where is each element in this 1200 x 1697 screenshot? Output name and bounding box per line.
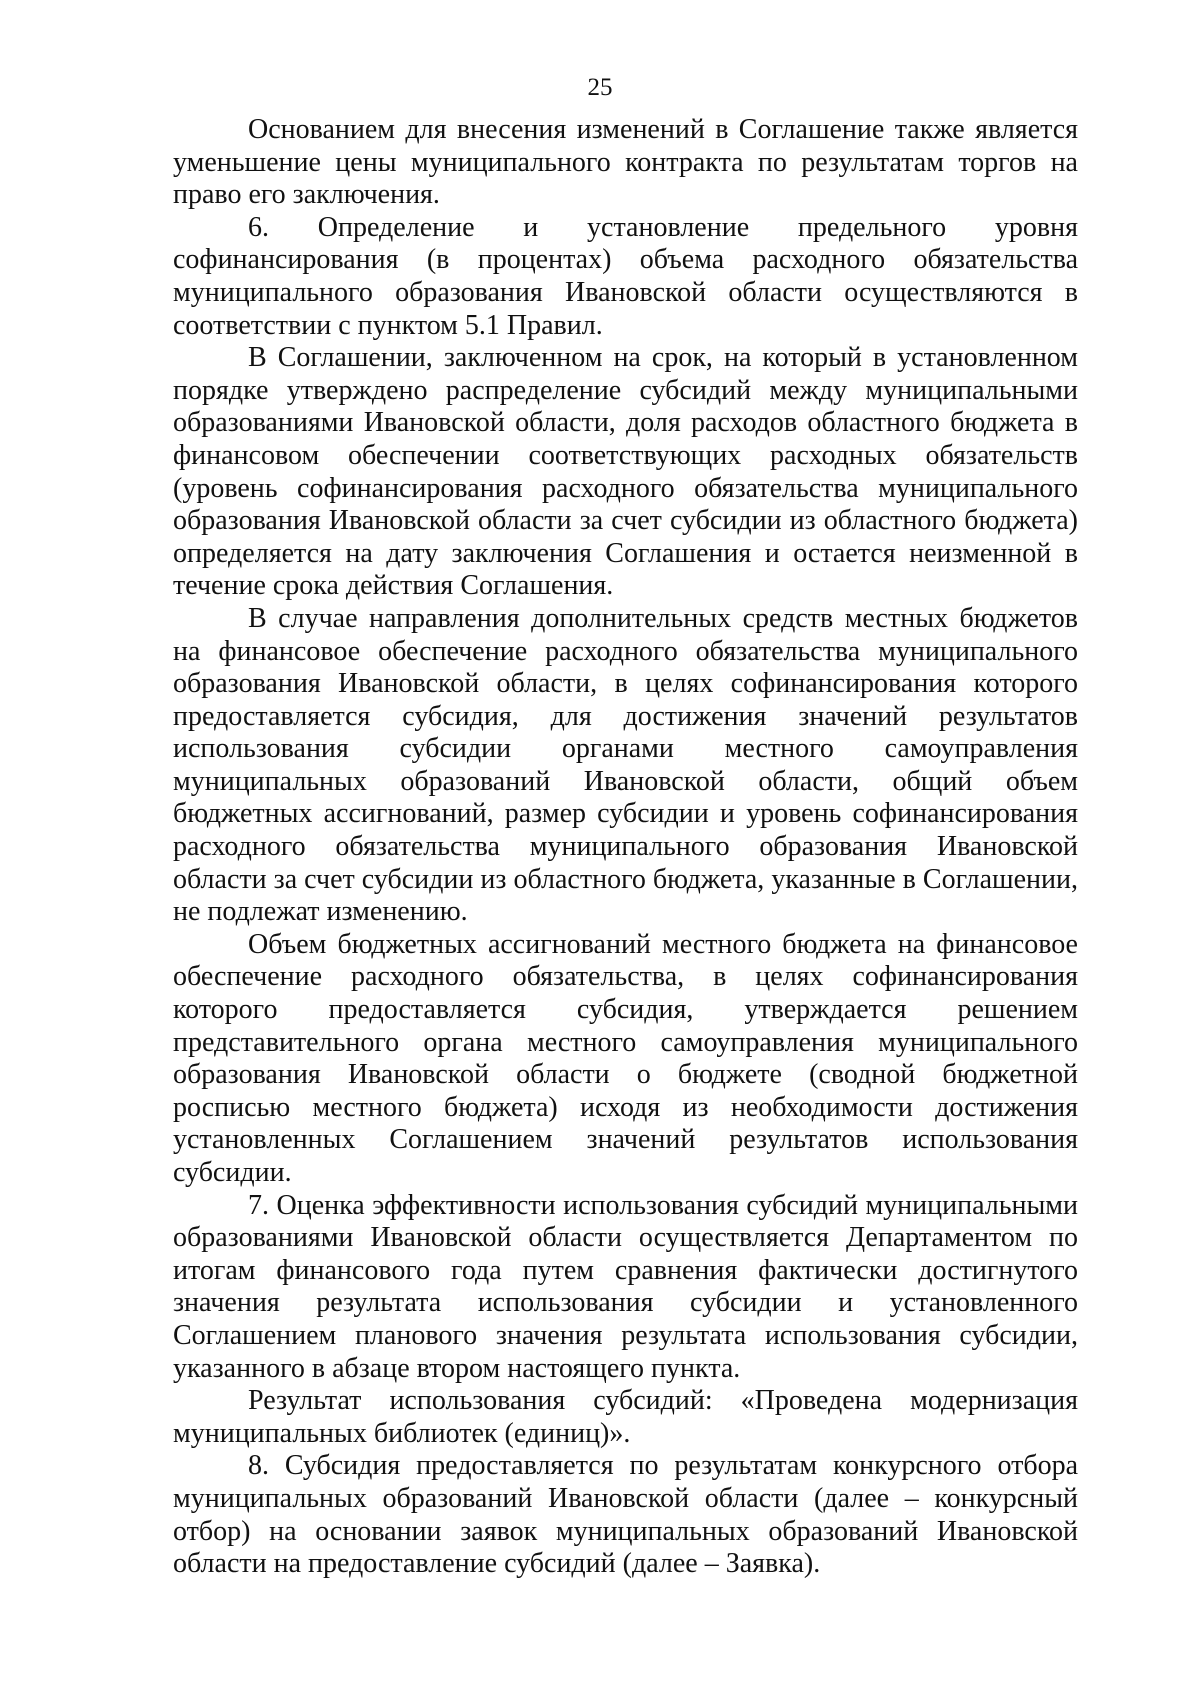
- paragraph-item-7-efficiency: 7. Оценка эффективности использования субсидий муниципальными образованиями Ивановской области осуществляется Департаментом по итогам финансового года путем сравнения фактически достигнутого значения результата использования субсидии и установленного Соглашением планового значения результата использования субсидии, указанного в абзаце втором настоящего пункта.: [173, 1189, 1078, 1384]
- paragraph-contract-price-reduction: Основанием для внесения изменений в Соглашение также является уменьшение цены муниципального контракта по результатам торгов на право его заключения.: [173, 114, 1078, 211]
- paragraph-subsidy-result: Результат использования субсидий: «Проведена модернизация муниципальных библиотек (единиц)».: [173, 1385, 1078, 1449]
- paragraph-agreement-share: В Соглашении, заключенном на срок, на который в установленном порядке утверждено распределение субсидий между муниципальными образованиями Ивановской области, доля расходов областного бюджета в финансовом обеспечении соответствующих расходных обязательств (уровень софинансирования расходного обязательства муниципального образования Ивановской области за счет субсидии из областного бюджета) определяется на дату заключения Соглашения и остается неизменной в течение срока действия Соглашения.: [173, 342, 1078, 602]
- paragraph-item-8-competitive-selection: 8. Субсидия предоставляется по результатам конкурсного отбора муниципальных образований Ивановской области (далее – конкурсный отбор) на основании заявок муниципальных образований Ивановской области на предоставление субсидий (далее – Заявка).: [173, 1450, 1078, 1580]
- paragraph-item-6-cofinancing-level: 6. Определение и установление предельного уровня софинансирования (в процентах) объема расходного обязательства муниципального образования Ивановской области осуществляются в соответствии с пунктом 5.1 Правил.: [173, 211, 1078, 341]
- page-number: 25: [587, 74, 613, 101]
- paragraph-additional-funds: В случае направления дополнительных средств местных бюджетов на финансовое обеспечение расходного обязательства муниципального образования Ивановской области, в целях софинансирования которого предоставляется субсидия, для достижения значений результатов использования субсидии органами местного самоуправления муниципальных образований Ивановской области, общий объем бюджетных ассигнований, размер субсидии и уровень софинансирования расходного обязательства муниципального образования Ивановской области за счет субсидии из областного бюджета, указанные в Соглашении, не подлежат изменению.: [173, 602, 1078, 928]
- document-body: [173, 114, 1078, 1581]
- paragraph-budget-allocations: Объем бюджетных ассигнований местного бюджета на финансовое обеспечение расходного обязательства, в целях софинансирования которого предоставляется субсидия, утверждается решением представительного органа местного самоуправления муниципального образования Ивановской области о бюджете (сводной бюджетной росписью местного бюджета) исходя из необходимости достижения установленных Соглашением значений результатов использования субсидии.: [173, 928, 1078, 1188]
